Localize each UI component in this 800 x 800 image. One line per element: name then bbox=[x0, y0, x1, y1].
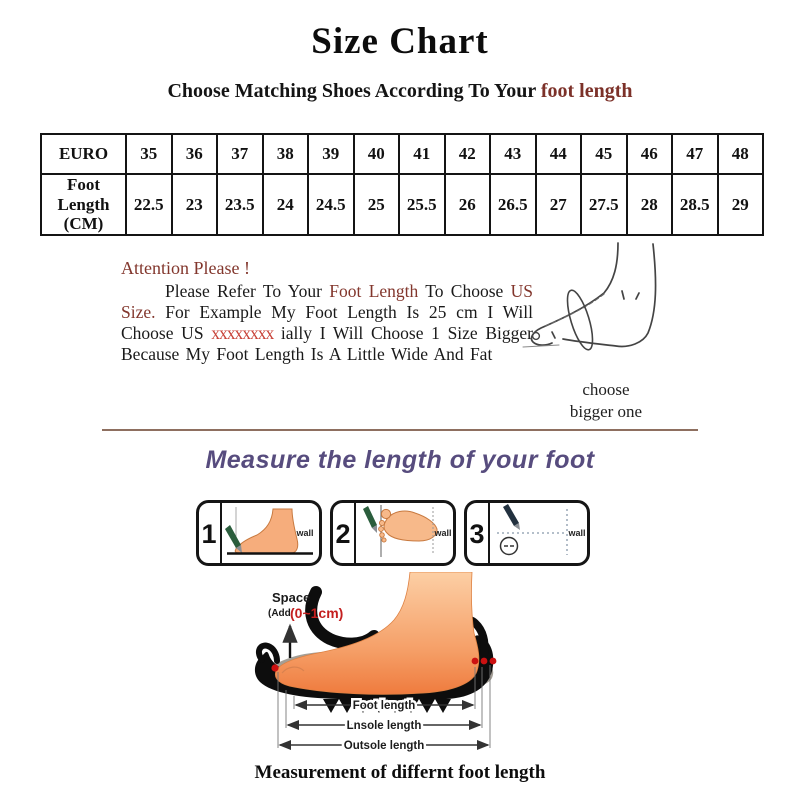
attention-text-1: Please Refer To Your bbox=[165, 281, 330, 301]
attention-heading: Attention Please ! bbox=[121, 258, 250, 278]
row-header-euro: EURO bbox=[41, 134, 126, 174]
euro-size-cell: 41 bbox=[399, 134, 445, 174]
foot-length-cell: 23 bbox=[172, 174, 218, 235]
subtitle-highlight: foot length bbox=[540, 80, 633, 102]
row-header-foot-length: Foot Length (CM) bbox=[41, 174, 126, 235]
foot-length-cell: 27.5 bbox=[581, 174, 627, 235]
euro-size-cell: 39 bbox=[308, 134, 354, 174]
attention-text-4: ially I Will Choose 1 Size Bigger Because My Foot Length Is A Little Wide And Fat bbox=[121, 323, 534, 364]
table-row-foot-length bbox=[41, 174, 763, 235]
attention-paragraph bbox=[121, 281, 533, 365]
euro-size-cell: 40 bbox=[354, 134, 400, 174]
euro-size-cell: 45 bbox=[581, 134, 627, 174]
insole-length-label: Lnsole length bbox=[346, 720, 422, 732]
attention-text-2: To Choose bbox=[418, 281, 511, 301]
step-number: 3 bbox=[469, 519, 485, 549]
foot-length-cell: 29 bbox=[718, 174, 764, 235]
step-number: 1 bbox=[201, 519, 217, 549]
euro-size-cell: 48 bbox=[718, 134, 764, 174]
foot-length-cell: 25 bbox=[354, 174, 400, 235]
euro-size-cell: 44 bbox=[536, 134, 582, 174]
wall-label: wall bbox=[568, 528, 586, 538]
foot-sketch-illustration bbox=[521, 241, 693, 365]
euro-size-cell: 38 bbox=[263, 134, 309, 174]
sketch-caption-line1: choose bbox=[582, 380, 630, 399]
foot-length-cell: 24 bbox=[263, 174, 309, 235]
euro-size-cell: 35 bbox=[126, 134, 172, 174]
range-label: (0~1cm) bbox=[290, 605, 344, 621]
foot-length-cell: 23.5 bbox=[217, 174, 263, 235]
foot-outline bbox=[523, 243, 656, 352]
table-row-euro bbox=[41, 134, 763, 174]
add-label: (Add bbox=[268, 608, 291, 619]
foot-length-cell: 28 bbox=[627, 174, 673, 235]
euro-size-cell: 42 bbox=[445, 134, 491, 174]
subtitle-prefix: Choose Matching Shoes According To Your bbox=[167, 80, 541, 102]
shoe-measurement-diagram bbox=[228, 572, 572, 760]
measure-heading: Measure the length of your foot bbox=[205, 446, 595, 474]
section-divider bbox=[102, 429, 698, 431]
euro-size-cell: 47 bbox=[672, 134, 718, 174]
attention-foot-length: Foot Length bbox=[329, 281, 419, 301]
euro-size-cell: 46 bbox=[627, 134, 673, 174]
attention-text-3: For Example My Foot Length Is 25 cm I Will Choose US bbox=[121, 302, 533, 343]
foot-length-cell: 26 bbox=[445, 174, 491, 235]
space-annotation bbox=[268, 590, 343, 658]
foot-length-cell: 22.5 bbox=[126, 174, 172, 235]
step-number: 2 bbox=[335, 519, 351, 549]
wall-label: wall bbox=[296, 528, 314, 538]
space-label: Space bbox=[272, 590, 311, 605]
bottom-caption: Measurement of differnt foot length bbox=[254, 762, 546, 783]
size-table bbox=[40, 133, 764, 236]
wall-label: wall bbox=[434, 528, 452, 538]
euro-size-cell: 36 bbox=[172, 134, 218, 174]
foot-length-label: Foot length bbox=[352, 700, 416, 712]
foot-length-cell: 27 bbox=[536, 174, 582, 235]
foot-length-cell: 25.5 bbox=[399, 174, 445, 235]
sketch-caption bbox=[538, 379, 674, 423]
sketch-caption-line2: bigger one bbox=[569, 402, 643, 421]
dimension-lines bbox=[280, 700, 488, 752]
euro-size-cell: 43 bbox=[490, 134, 536, 174]
foot-length-cell: 28.5 bbox=[672, 174, 718, 235]
measure-step-1 bbox=[195, 499, 323, 567]
foot-length-cell: 24.5 bbox=[308, 174, 354, 235]
foot-length-cell: 26.5 bbox=[490, 174, 536, 235]
subtitle bbox=[0, 80, 800, 103]
measure-step-2 bbox=[329, 499, 457, 567]
attention-redacted-x: xxxxxxxx bbox=[211, 323, 274, 343]
page-title: Size Chart bbox=[311, 21, 489, 62]
outsole-length-label: Outsole length bbox=[343, 740, 425, 752]
euro-size-cell: 37 bbox=[217, 134, 263, 174]
measure-step-3 bbox=[463, 499, 591, 567]
attention-us-size: US Size. bbox=[121, 281, 533, 322]
